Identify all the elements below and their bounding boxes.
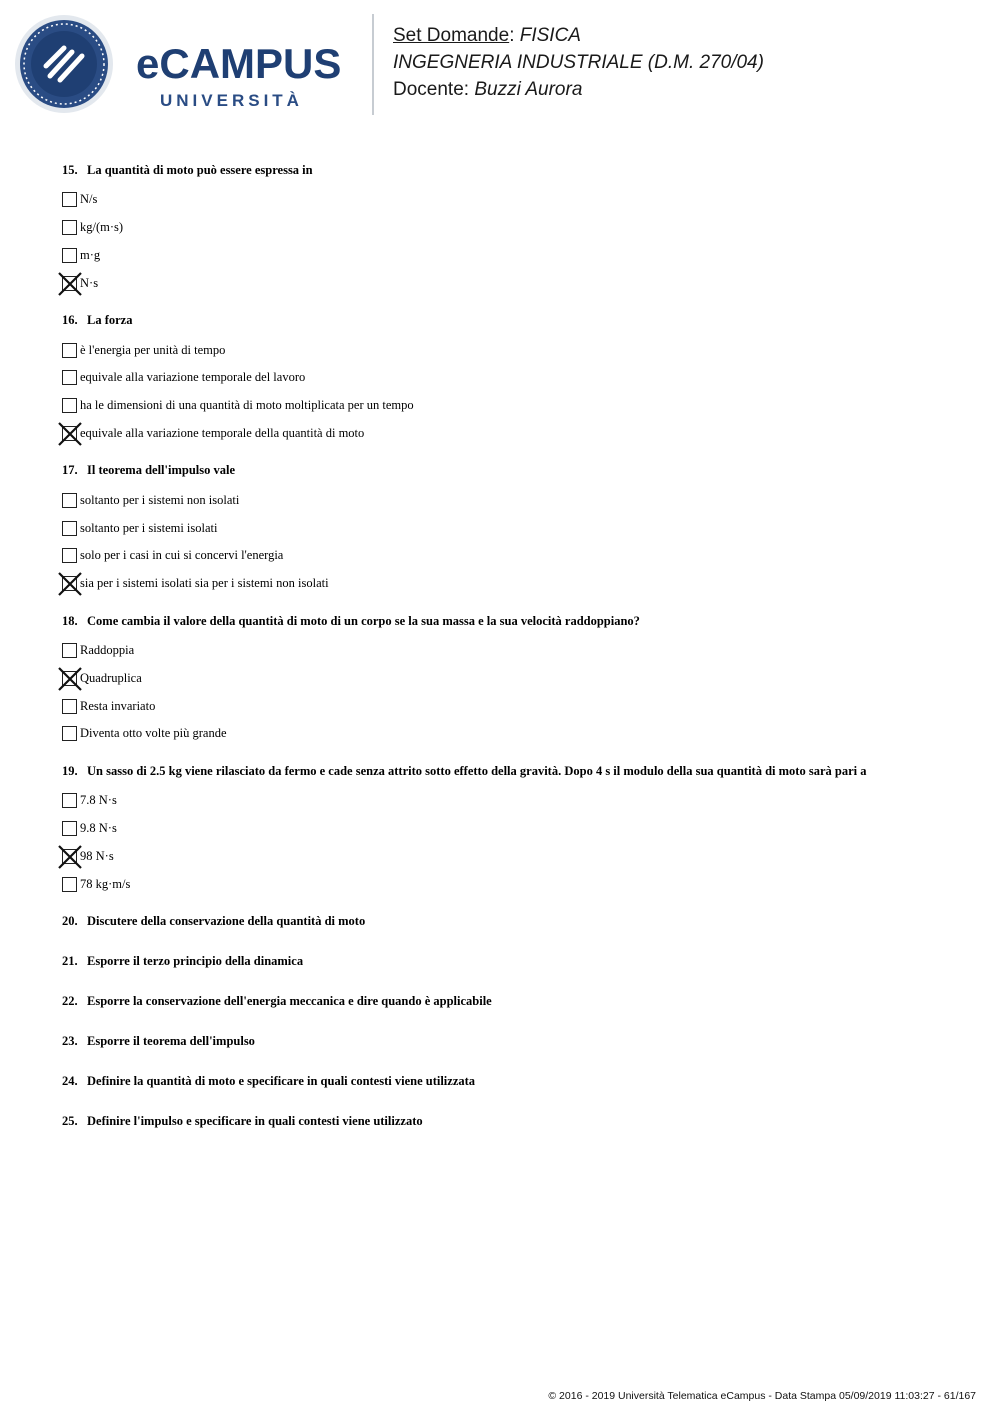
docente-line <box>393 76 764 103</box>
question-title <box>62 310 962 330</box>
question-number: 22. <box>62 993 78 1008</box>
checkbox[interactable] <box>62 726 77 741</box>
logo-subtext: UNIVERSITÀ <box>160 91 303 110</box>
checkbox[interactable] <box>62 370 77 385</box>
ecampus-logo <box>14 14 359 118</box>
checkbox[interactable] <box>62 821 77 836</box>
question <box>62 160 962 297</box>
checkbox[interactable] <box>62 398 77 413</box>
question-text: Esporre la conservazione dell'energia meccanica e dire quando è applicabile <box>87 993 492 1008</box>
question-text: Un sasso di 2.5 kg viene rilasciato da fermo e cade senza attrito sotto effetto della gravità. Dopo 4 s il modulo della sua quantità di moto sarà pari a <box>87 763 867 778</box>
option-label: N/s <box>80 192 98 207</box>
answer-option[interactable] <box>62 364 962 392</box>
option-label: 98 N·s <box>80 848 114 863</box>
page-footer: © 2016 - 2019 Università Telematica eCampus - Data Stampa 05/09/2019 11:03:27 - 61/167 <box>548 1390 976 1402</box>
answer-option[interactable] <box>62 269 962 297</box>
checkbox[interactable] <box>62 699 77 714</box>
checkbox[interactable] <box>62 248 77 263</box>
docente-label: Docente: <box>393 79 475 100</box>
question-text: Definire la quantità di moto e specificare in quali contesti viene utilizzata <box>87 1073 476 1088</box>
question-number: 21. <box>62 953 78 968</box>
answer-option[interactable] <box>62 637 962 665</box>
checkbox[interactable] <box>62 493 77 508</box>
question-number: 19. <box>62 763 78 778</box>
question <box>62 611 962 748</box>
answer-option[interactable] <box>62 787 962 815</box>
cross-mark-icon <box>57 844 83 870</box>
docente-name: Buzzi Aurora <box>474 79 583 100</box>
option-label: kg/(m·s) <box>80 220 124 235</box>
checkbox[interactable] <box>62 343 77 358</box>
option-label: soltanto per i sistemi isolati <box>80 520 218 535</box>
page-header <box>0 0 1000 130</box>
question-title <box>62 911 962 931</box>
question-title <box>62 1111 962 1131</box>
option-label: sia per i sistemi isolati sia per i sistemi non isolati <box>80 576 329 591</box>
answer-option[interactable] <box>62 392 962 420</box>
question-text: Esporre il terzo principio della dinamica <box>87 953 304 968</box>
cross-mark-icon <box>57 571 83 597</box>
question-number: 23. <box>62 1033 78 1048</box>
question-title <box>62 761 962 781</box>
checkbox-checked[interactable] <box>62 426 77 441</box>
answer-option[interactable] <box>62 570 962 598</box>
option-label: N·s <box>80 275 99 290</box>
multiple-choice-list <box>62 160 962 898</box>
question-title <box>62 611 962 631</box>
option-label: ha le dimensioni di una quantità di moto moltiplicata per un tempo <box>80 398 414 413</box>
question <box>62 761 962 898</box>
answer-option[interactable] <box>62 815 962 843</box>
question-title <box>62 460 962 480</box>
checkbox[interactable] <box>62 548 77 563</box>
checkbox-checked[interactable] <box>62 849 77 864</box>
set-label: Set Domande <box>393 25 510 46</box>
question-title <box>62 951 962 971</box>
answer-option[interactable] <box>62 664 962 692</box>
checkbox[interactable] <box>62 793 77 808</box>
open-question <box>62 1111 962 1131</box>
option-list <box>62 637 962 748</box>
option-label: equivale alla variazione temporale del lavoro <box>80 370 306 385</box>
answer-option[interactable] <box>62 692 962 720</box>
checkbox-checked[interactable] <box>62 576 77 591</box>
answer-option[interactable] <box>62 486 962 514</box>
option-label: solo per i casi in cui si concervi l'energia <box>80 548 284 563</box>
question-title <box>62 1031 962 1051</box>
option-label: Diventa otto volte più grande <box>80 726 227 741</box>
header-info <box>393 22 764 103</box>
question-title <box>62 1071 962 1091</box>
logo-wordmark: eCAMPUS <box>136 40 342 87</box>
set-line <box>393 22 764 49</box>
option-label: Raddoppia <box>80 642 135 657</box>
answer-option[interactable] <box>62 214 962 242</box>
option-label: 78 kg·m/s <box>80 876 131 891</box>
question-number: 18. <box>62 613 78 628</box>
question-number: 17. <box>62 463 78 478</box>
answer-option[interactable] <box>62 242 962 270</box>
question-text: Il teorema dell'impulso vale <box>87 463 236 478</box>
checkbox[interactable] <box>62 192 77 207</box>
answer-option[interactable] <box>62 870 962 898</box>
option-list <box>62 787 962 898</box>
ecampus-logo-graphic <box>14 14 359 118</box>
question-number: 15. <box>62 163 78 177</box>
checkbox-checked[interactable] <box>62 671 77 686</box>
checkbox[interactable] <box>62 521 77 536</box>
open-question <box>62 991 962 1011</box>
option-label: è l'energia per unità di tempo <box>80 342 226 357</box>
question-number: 20. <box>62 913 78 928</box>
subject: FISICA <box>519 25 581 46</box>
open-question <box>62 951 962 971</box>
option-label: m·g <box>80 247 101 262</box>
question-list <box>62 160 962 1151</box>
question <box>62 460 962 597</box>
checkbox[interactable] <box>62 643 77 658</box>
checkbox-checked[interactable] <box>62 276 77 291</box>
question <box>62 310 962 447</box>
option-label: 7.8 N·s <box>80 793 117 808</box>
question-text: Definire l'impulso e specificare in quali contesti viene utilizzato <box>87 1113 423 1128</box>
question-text: Come cambia il valore della quantità di moto di un corpo se la sua massa e la sua velocità raddoppiano? <box>87 613 640 628</box>
open-question <box>62 911 962 931</box>
answer-option[interactable] <box>62 842 962 870</box>
answer-option[interactable] <box>62 420 962 448</box>
open-question <box>62 1071 962 1091</box>
open-question <box>62 1031 962 1051</box>
cross-mark-icon <box>57 666 83 692</box>
answer-option[interactable] <box>62 514 962 542</box>
question-text: La forza <box>87 313 133 328</box>
question-number: 25. <box>62 1113 78 1128</box>
option-list <box>62 336 962 447</box>
question-number: 24. <box>62 1073 78 1088</box>
option-list <box>62 186 962 297</box>
set-separator: : <box>509 25 520 46</box>
cross-mark-icon <box>57 421 83 447</box>
option-label: 9.8 N·s <box>80 820 117 835</box>
cross-mark-icon <box>57 271 83 297</box>
option-list <box>62 486 962 597</box>
question-number: 16. <box>62 313 78 328</box>
question-title <box>62 160 962 180</box>
question-title <box>62 991 962 1011</box>
option-label: Resta invariato <box>80 698 156 713</box>
course: INGEGNERIA INDUSTRIALE (D.M. 270/04) <box>393 52 764 73</box>
option-label: equivale alla variazione temporale della quantità di moto <box>80 425 365 440</box>
answer-option[interactable] <box>62 186 962 214</box>
question-text: Discutere della conservazione della quantità di moto <box>87 913 366 928</box>
question-text: La quantità di moto può essere espressa in <box>87 163 313 177</box>
question-text: Esporre il teorema dell'impulso <box>87 1033 255 1048</box>
checkbox[interactable] <box>62 877 77 892</box>
answer-option[interactable] <box>62 720 962 748</box>
option-label: soltanto per i sistemi non isolati <box>80 492 240 507</box>
header-divider <box>372 14 374 115</box>
answer-option[interactable] <box>62 336 962 364</box>
answer-option[interactable] <box>62 542 962 570</box>
option-label: Quadruplica <box>80 670 142 685</box>
checkbox[interactable] <box>62 220 77 235</box>
open-question-list <box>62 911 962 1131</box>
